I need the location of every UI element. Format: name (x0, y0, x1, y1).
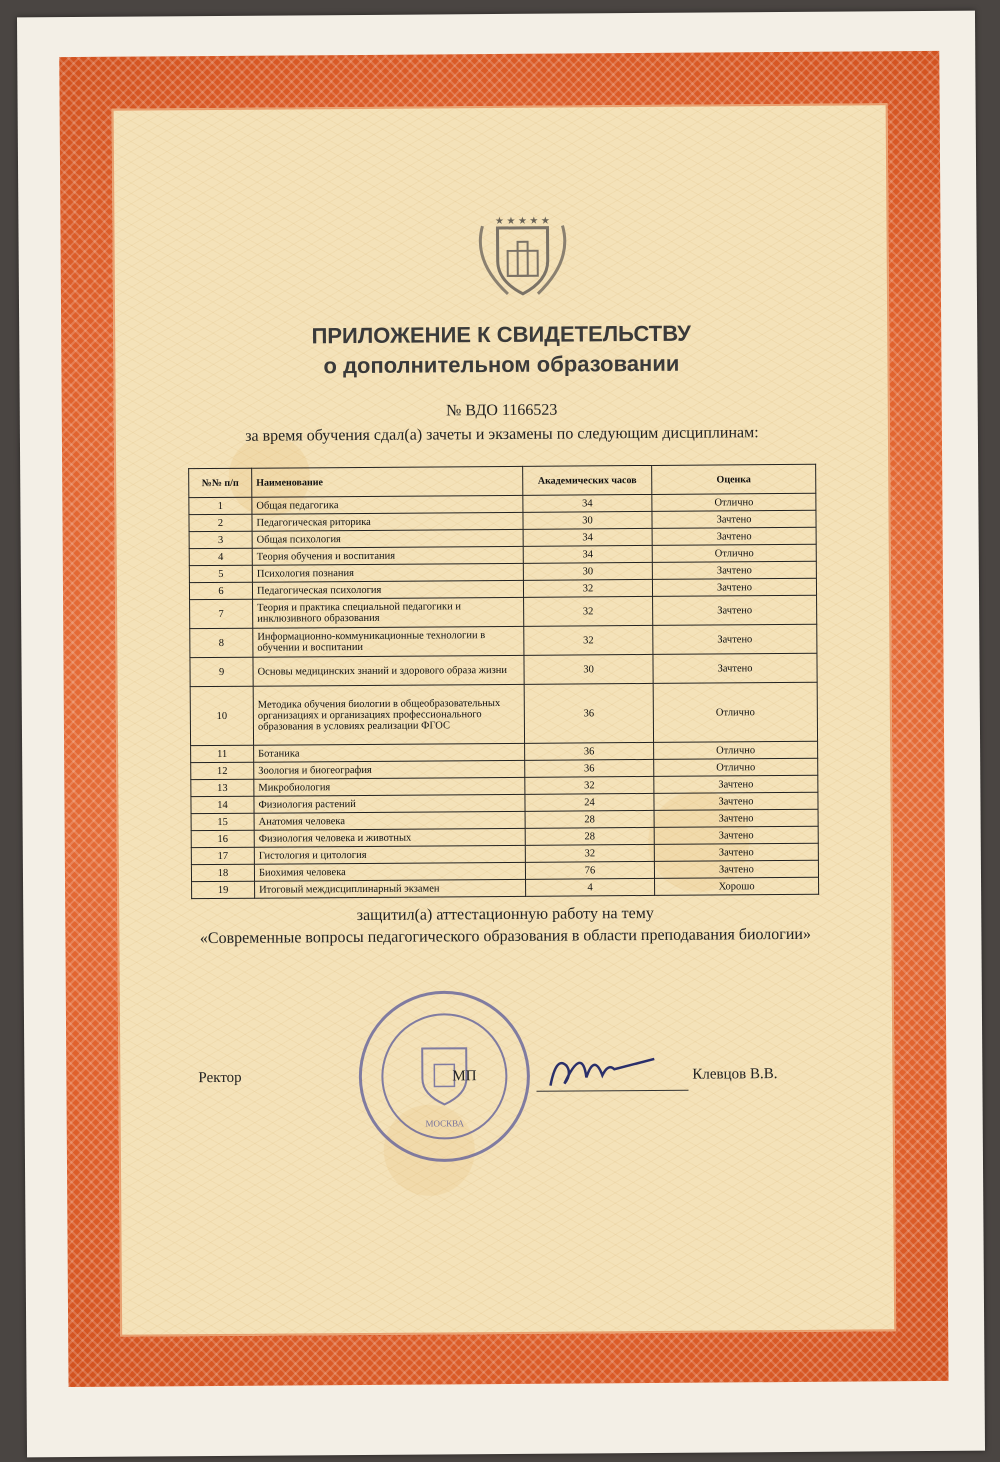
row-num: 1 (189, 497, 252, 514)
row-name: Физиология растений (254, 794, 525, 813)
row-grade: Хорошо (655, 877, 819, 895)
row-grade: Зачтено (653, 624, 817, 654)
row-grade: Зачтено (652, 561, 816, 579)
row-num: 10 (190, 686, 253, 745)
row-grade: Зачтено (654, 843, 818, 861)
row-num: 3 (189, 531, 252, 548)
table-row (190, 682, 817, 745)
row-hours: 36 (525, 742, 654, 760)
row-num: 17 (191, 847, 254, 864)
row-hours: 32 (525, 776, 654, 794)
row-grade: Зачтено (652, 578, 816, 596)
guilloche-border (59, 51, 948, 1387)
row-grade: Зачтено (653, 595, 817, 625)
header-grade: Оценка (652, 464, 816, 494)
crest-icon (462, 205, 583, 306)
row-num: 8 (190, 628, 253, 657)
header-num: №№ п/п (189, 468, 252, 497)
row-hours: 36 (525, 759, 654, 777)
row-num: 6 (189, 582, 252, 599)
row-grade: Отлично (652, 544, 816, 562)
row-grade: Зачтено (654, 860, 818, 878)
row-name: Методика обучения биологии в общеобразовательных организациях и организациях профессионального образования в условиях реализации ФГОС (253, 684, 524, 745)
row-name: Теория и практика специальной педагогики и инклюзивного образования (253, 597, 524, 628)
header-hours: Академических часов (523, 465, 652, 495)
row-num: 19 (192, 881, 255, 898)
row-name: Педагогическая психология (252, 580, 523, 599)
table-row (190, 595, 817, 628)
row-hours: 32 (525, 844, 654, 862)
row-hours: 30 (523, 562, 652, 580)
row-grade: Зачтено (652, 527, 816, 545)
row-num: 12 (191, 762, 254, 779)
row-grade: Отлично (653, 682, 817, 742)
seal-place-label: МП (452, 1068, 477, 1085)
row-name: Биохимия человека (254, 862, 525, 881)
seal-stamp-icon (354, 986, 535, 1167)
row-grade: Зачтено (653, 653, 817, 683)
table-row (192, 877, 819, 898)
row-hours: 28 (525, 827, 654, 845)
row-grade: Зачтено (654, 792, 818, 810)
row-num: 4 (189, 548, 252, 565)
row-name: Общая педагогика (252, 495, 523, 514)
row-hours: 30 (523, 511, 652, 529)
certificate-body (112, 103, 897, 1336)
row-name: Зоология и биогеография (254, 760, 525, 779)
intro-text: за время обучения сдал(а) зачеты и экзамены по следующим дисциплинам: (245, 424, 759, 445)
row-grade: Зачтено (654, 826, 818, 844)
row-num: 11 (191, 745, 254, 762)
row-grade: Зачтено (652, 510, 816, 528)
grades-table (188, 464, 819, 899)
row-hours: 28 (525, 810, 654, 828)
row-name: Педагогическая риторика (252, 512, 523, 531)
row-hours: 34 (523, 545, 652, 563)
row-name: Ботаника (254, 743, 525, 762)
row-hours: 34 (523, 494, 652, 512)
certificate-sheet (17, 11, 985, 1458)
row-grade: Зачтено (654, 809, 818, 827)
row-name: Физиология человека и животных (254, 828, 525, 847)
row-name: Анатомия человека (254, 811, 525, 830)
row-hours: 32 (523, 579, 652, 597)
defended-text: защитил(а) аттестационную работу на тему (356, 904, 654, 925)
thesis-topic: «Современные вопросы педагогического образования в области преподавания биологии» (199, 925, 812, 948)
row-num: 9 (190, 657, 253, 686)
row-hours: 76 (525, 861, 654, 879)
row-grade: Отлично (654, 758, 818, 776)
table-row (190, 624, 817, 657)
row-name: Теория обучения и воспитания (252, 546, 523, 565)
row-name: Итоговый междисциплинарный экзамен (255, 879, 526, 898)
row-num: 15 (191, 813, 254, 830)
document-number: № ВДО 1166523 (446, 401, 558, 420)
row-grade: Зачтено (654, 775, 818, 793)
signature-icon (542, 1035, 662, 1096)
row-num: 5 (189, 565, 252, 582)
header-name: Наименование (252, 466, 523, 497)
title-line-2: о дополнительном образовании (323, 350, 680, 379)
stamp-text: МОСКВА (425, 1118, 465, 1129)
row-hours: 32 (524, 596, 653, 626)
row-grade: Отлично (652, 493, 816, 511)
row-num: 18 (191, 864, 254, 881)
row-name: Гистология и цитология (254, 845, 525, 864)
row-grade: Отлично (654, 741, 818, 759)
table-row (190, 653, 817, 686)
row-hours: 36 (524, 683, 653, 743)
document-title (113, 317, 889, 382)
row-num: 13 (191, 779, 254, 796)
row-name: Основы медицинских знаний и здорового образа жизни (253, 655, 524, 686)
row-num: 2 (189, 514, 252, 531)
row-hours: 34 (523, 528, 652, 546)
signatory-name: Клевцов В.В. (692, 1066, 778, 1083)
row-name: Психология познания (252, 563, 523, 582)
title-line-1: ПРИЛОЖЕНИЕ К СВИДЕТЕЛЬСТВУ (311, 320, 691, 349)
svg-text:★ ★ ★ ★ ★: ★ ★ ★ ★ ★ (494, 215, 550, 228)
row-num: 7 (190, 599, 253, 628)
signatory-position: Ректор (198, 1069, 242, 1087)
row-name: Микробиология (254, 777, 525, 796)
row-num: 14 (191, 796, 254, 813)
row-hours: 30 (524, 654, 653, 684)
row-num: 16 (191, 830, 254, 847)
row-hours: 24 (525, 793, 654, 811)
row-name: Общая психология (252, 529, 523, 548)
table-header-row (189, 464, 816, 497)
row-hours: 32 (524, 625, 653, 655)
row-name: Информационно-коммуникационные технологии в обучении и воспитании (253, 626, 524, 657)
row-hours: 4 (526, 878, 655, 896)
